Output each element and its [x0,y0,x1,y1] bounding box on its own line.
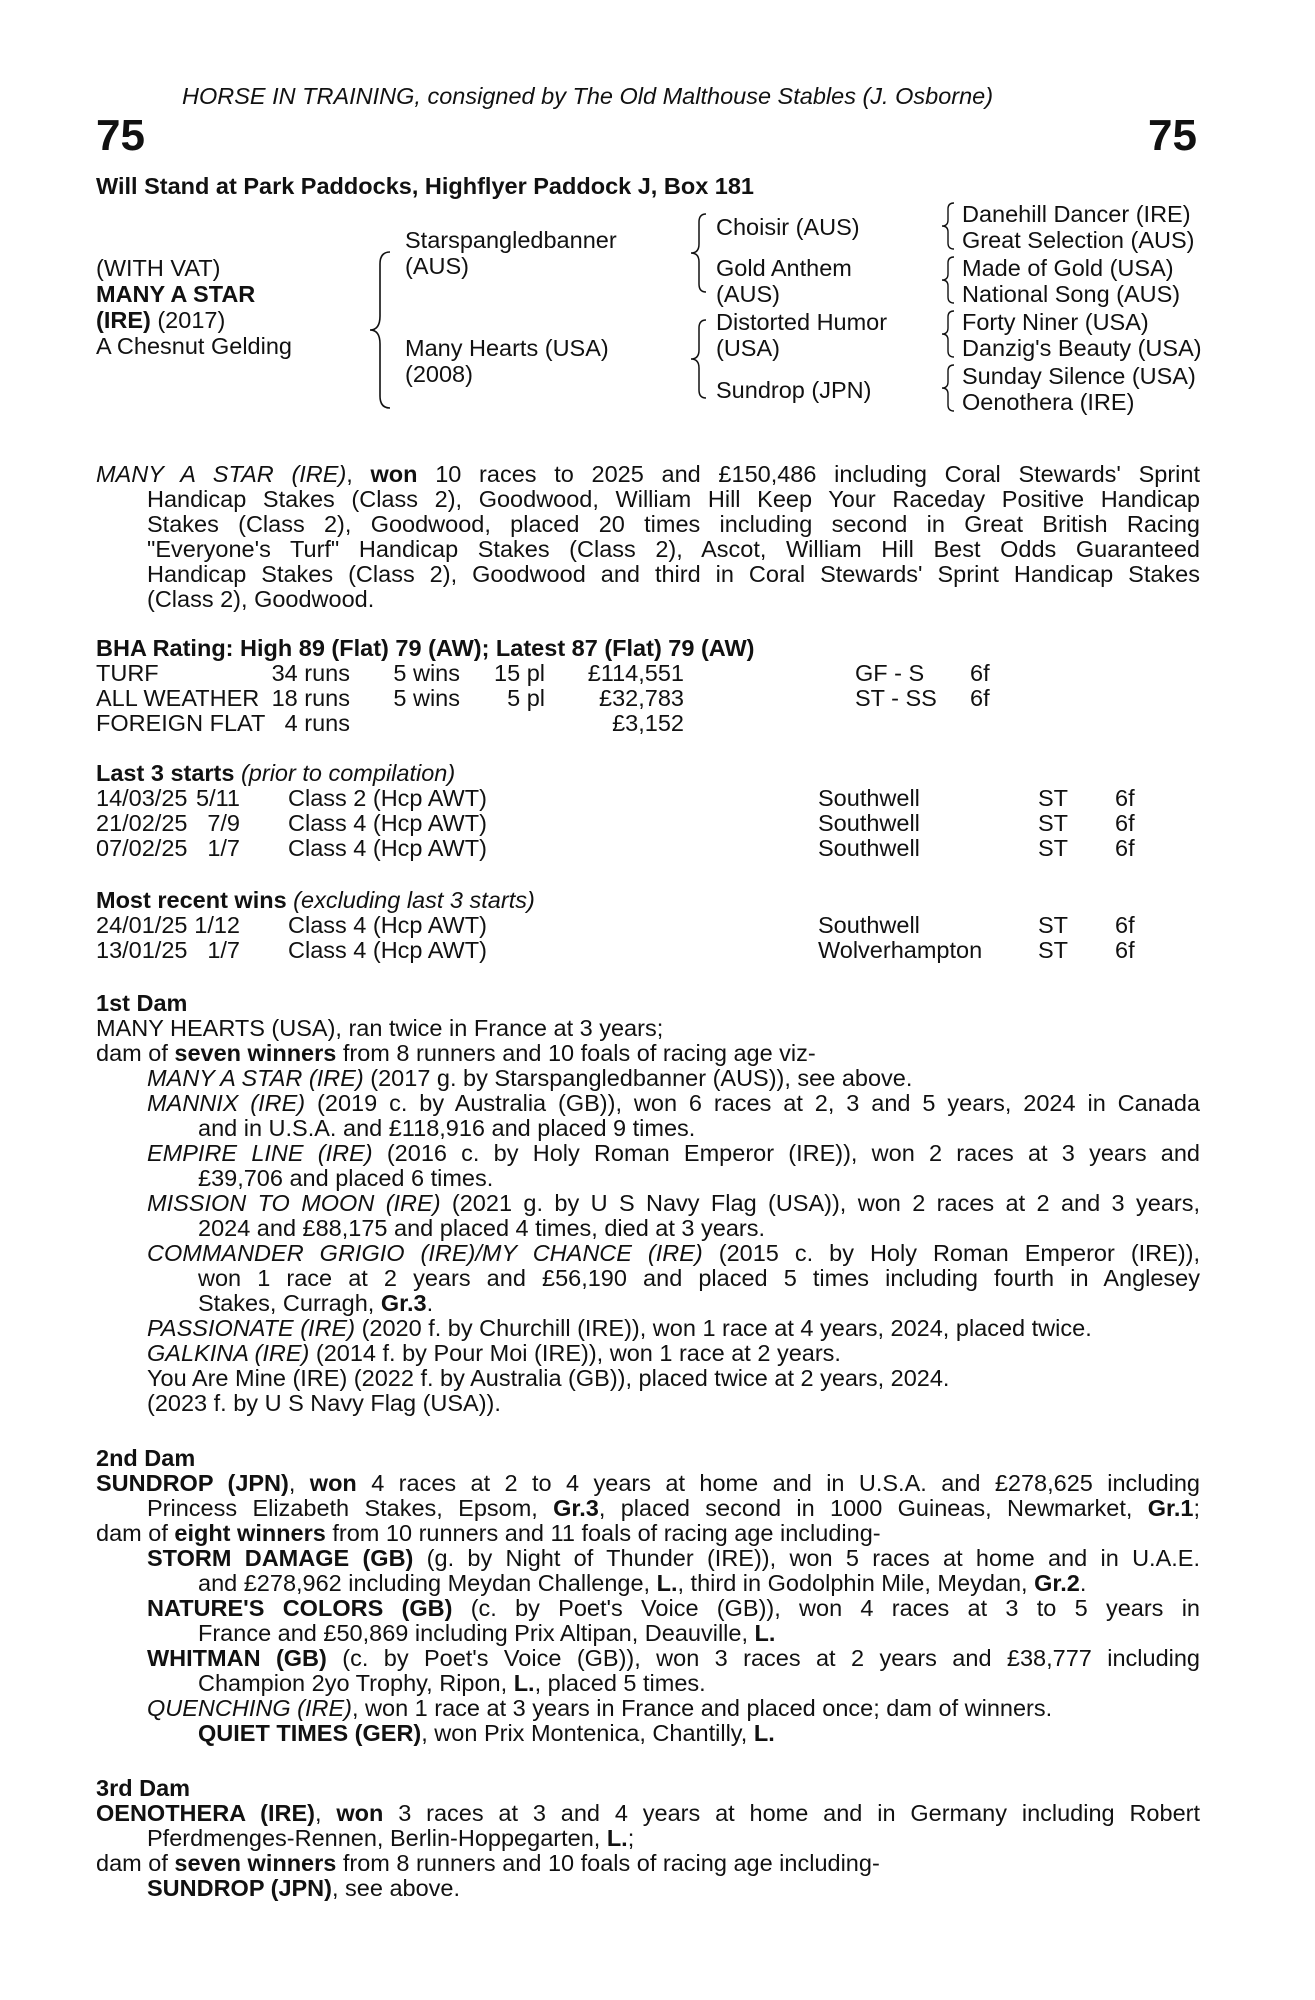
dam3-line-3 [96,1851,880,1877]
rating-surface: ALL WEATHER [96,685,260,711]
race-class: Class 4 (Hcp AWT) [288,835,487,861]
entry-name: SUNDROP (JPN) [147,1875,332,1901]
lot-number-left: 75 [96,111,145,160]
entry-name: COMMANDER GRIGIO (IRE)/MY CHANCE (IRE) [147,1240,703,1266]
dam2-entry-sub [198,1721,775,1747]
race-course: Wolverhampton [818,937,983,963]
summary-horse: MANY A STAR (IRE) [96,461,347,487]
entry-text: (2014 f. by Pour Moi (IRE)), won 1 race at 2 years. [309,1340,841,1366]
dam2-entry [147,1696,1052,1722]
entry-end: . [1079,1570,1087,1596]
rating-going: GF - S [855,660,925,686]
entry-listed: L. [656,1570,678,1596]
race-position: 1/7 [207,835,240,861]
pedigree-brace-main [366,250,396,410]
dam1-heading: 1st Dam [96,990,188,1016]
dam3-line-2 [147,1826,634,1852]
dam2-entry [147,1596,1200,1622]
sire-name: Starspangledbanner [405,227,617,253]
entry-text: (2017 g. by Starspangledbanner (AUS)), see above. [363,1065,913,1091]
summary-line-1: MANY A STAR (IRE), won 10 races to 2025 and £150,486 including Coral Stewards' Sprint [96,461,1201,487]
entry-text: , won 1 race at 3 years in France and placed once; dam of winners. [351,1695,1053,1721]
entry-name: EMPIRE LINE (IRE) [147,1140,373,1166]
dam2-line-2 [147,1496,1200,1522]
pedigree-brace-g3-1 [940,201,958,251]
dam2-heading: 2nd Dam [96,1445,196,1471]
dam3-heading: 3rd Dam [96,1775,191,1801]
dam2-text: dam of [96,1520,175,1546]
dam1-entry: You Are Mine (IRE) (2022 f. by Australia (GB)), placed twice at 2 years, 2024. [147,1365,950,1391]
race-distance: 6f [1115,835,1135,861]
entry-grade: Gr.3 [380,1290,427,1316]
rating-wins: 5 wins [393,685,460,711]
entry-listed: L. [513,1670,535,1696]
summary-won: won [370,461,418,487]
entry-text: Stakes, Curragh, [198,1290,381,1316]
rating-going: ST - SS [855,685,937,711]
horse-name-line [96,282,255,308]
dam2-grade: Gr.1 [1147,1495,1194,1521]
dam3-name: OENOTHERA (IRE) [96,1800,315,1826]
dam2-text: , placed second in 1000 Guineas, Newmarket, [598,1495,1148,1521]
dam-year: (2008) [405,361,473,387]
dam1-entry [147,1066,912,1092]
g3-4: National Song (AUS) [962,281,1181,307]
dam2-text: ; [1193,1495,1200,1521]
dam1-line-2c: from 8 runners and 10 foals of racing age viz- [336,1040,816,1066]
dam2-entry [147,1546,1200,1572]
race-class: Class 4 (Hcp AWT) [288,937,487,963]
dam1-entry [147,1241,1200,1267]
dam2-entry-cont [198,1621,775,1647]
race-going: ST [1038,785,1069,811]
race-course: Southwell [818,835,920,861]
dam3-text: ; [627,1825,635,1851]
dam1-entry-cont: won 1 race at 2 years and £56,190 and placed 5 times including fourth in Anglesey [198,1265,1200,1291]
dam-dam: Sundrop (JPN) [716,377,872,403]
dam1-entry [147,1341,841,1367]
rating-runs: 4 runs [284,710,350,736]
summary-line-6: (Class 2), Goodwood. [147,586,375,612]
summary-text-1: 10 races to 2025 and £150,486 including Coral Stewards' Sprint [417,461,1201,487]
summary-line-2: Handicap Stakes (Class 2), Goodwood, William Hill Keep Your Raceday Positive Handicap [147,486,1200,512]
horse-year: (2017) [150,307,226,333]
g3-2: Great Selection (AUS) [962,227,1195,253]
entry-grade: Gr.2 [1034,1570,1080,1596]
dam2-line-3 [96,1521,881,1547]
g3-6: Danzig's Beauty (USA) [962,335,1202,361]
race-position: 1/12 [194,912,240,938]
dam1-entry: (2023 f. by U S Navy Flag (USA)). [147,1390,501,1416]
rating-wins: 5 wins [393,660,460,686]
rating-placed: 5 pl [507,685,545,711]
dam2-entry-cont [198,1571,1086,1597]
race-date: 14/03/25 [96,785,188,811]
race-date: 21/02/25 [96,810,188,836]
last3-note: (prior to compilation) [234,760,456,786]
race-position: 7/9 [207,810,240,836]
wins-note: (excluding last 3 starts) [286,887,535,913]
horse-description: A Chesnut Gelding [96,333,292,359]
entry-text: (2021 g. by U S Navy Flag (USA)), won 2 races at 2 and 3 years, [440,1190,1200,1216]
entry-text: (2016 c. by Holy Roman Emperor (IRE)), won 2 races at 3 years and [372,1140,1200,1166]
entry-text: France and £50,869 including Prix Altipan, Deauville, [198,1620,755,1646]
summary-line-4: "Everyone's Turf" Handicap Stakes (Class 2), Ascot, William Hill Best Odds Guaranteed [147,536,1200,562]
pedigree-brace-sire [688,212,710,294]
horse-origin-line [96,308,225,334]
dam1-entry [147,1191,1200,1217]
dam1-entry-cont: £39,706 and placed 6 times. [198,1165,494,1191]
rating-distance: 6f [970,685,990,711]
entry-listed: L. [753,1720,775,1746]
stand-location: Will Stand at Park Paddocks, Highflyer Paddock J, Box 181 [96,173,754,199]
horse-name: MANY A STAR [96,281,256,307]
entry-name: NATURE'S COLORS (GB) [147,1595,453,1621]
dam1-entry [147,1141,1200,1167]
wins-heading: Most recent wins [96,887,287,913]
entry-text: (2020 f. by Churchill (IRE)), won 1 race at 4 years, 2024, placed twice. [355,1315,1092,1341]
entry-text: (g. by Night of Thunder (IRE)), won 5 races at home and in U.A.E. [413,1545,1200,1571]
race-distance: 6f [1115,937,1135,963]
entry-text: (2015 c. by Holy Roman Emperor (IRE)), [702,1240,1201,1266]
dam1-entry [147,1091,1200,1117]
dam2-winners: eight winners [174,1520,326,1546]
dam1-winners: seven winners [174,1040,337,1066]
entry-name: MANNIX (IRE) [147,1090,306,1116]
entry-name: PASSIONATE (IRE) [147,1315,356,1341]
entry-text: , placed 5 times. [534,1670,706,1696]
entry-text: , see above. [331,1875,461,1901]
entry-text: (2019 c. by Australia (GB)), won 6 races at 2, 3 and 5 years, 2024 in Canada [305,1090,1200,1116]
entry-end: . [426,1290,434,1316]
entry-name: QUIET TIMES (GER) [198,1720,422,1746]
lot-number-right: 75 [1148,111,1197,160]
sire-dam-name: Gold Anthem [716,255,852,281]
pedigree-brace-g3-4 [940,363,958,413]
entry-text: (c. by Poet's Voice (GB)), won 4 races at 3 to 5 years in [452,1595,1201,1621]
entry-text: Champion 2yo Trophy, Ripon, [198,1670,514,1696]
dam3-entry [147,1876,460,1902]
dam3-line-1: OENOTHERA (IRE), won 3 races at 3 and 4 years at home and in Germany including Robert [96,1800,1200,1826]
race-date: 24/01/25 [96,912,188,938]
vat-note: (WITH VAT) [96,255,221,281]
race-date: 07/02/25 [96,835,188,861]
g3-8: Oenothera (IRE) [962,389,1135,415]
race-course: Southwell [818,785,920,811]
g3-7: Sunday Silence (USA) [962,363,1196,389]
g3-3: Made of Gold (USA) [962,255,1174,281]
dam2-text: Princess Elizabeth Stakes, Epsom, [147,1495,554,1521]
rating-prize: £32,783 [599,685,684,711]
race-distance: 6f [1115,785,1135,811]
dam-sire-origin: (USA) [716,335,780,361]
dam3-winners: seven winners [174,1850,337,1876]
entry-name: STORM DAMAGE (GB) [147,1545,414,1571]
dam-sire-name: Distorted Humor [716,309,888,335]
pedigree-brace-g3-2 [940,255,958,305]
sire-origin: (AUS) [405,253,469,279]
race-position: 5/11 [196,785,240,811]
rating-prize: £114,551 [587,660,684,686]
dam-name: Many Hearts (USA) [405,335,609,361]
entry-name: MISSION TO MOON (IRE) [147,1190,441,1216]
dam1-line-1: MANY HEARTS (USA), ran twice in France at 3 years; [96,1015,664,1041]
race-going: ST [1038,835,1069,861]
dam2-name: SUNDROP (JPN) [96,1470,289,1496]
horse-origin: (IRE) [96,307,151,333]
race-class: Class 4 (Hcp AWT) [288,810,487,836]
dam1-entry-cont: and in U.S.A. and £118,916 and placed 9 times. [198,1115,696,1141]
dam2-text: 4 races at 2 to 4 years at home and in U.S.A. and £278,625 including [356,1470,1200,1496]
entry-name: WHITMAN (GB) [147,1645,327,1671]
pedigree-brace-g3-3 [940,309,958,359]
dam1-entry [147,1316,1092,1342]
dam2-entry-cont [198,1671,706,1697]
rating-runs: 34 runs [271,660,350,686]
race-distance: 6f [1115,810,1135,836]
dam3-text: dam of [96,1850,175,1876]
dam2-won: won [309,1470,357,1496]
dam2-line-1: SUNDROP (JPN), won 4 races at 2 to 4 years at home and in U.S.A. and £278,625 including [96,1470,1200,1496]
rating-placed: 15 pl [494,660,545,686]
dam3-text: 3 races at 3 and 4 years at home and in Germany including Robert [383,1800,1200,1826]
sire-sire: Choisir (AUS) [716,214,860,240]
g3-5: Forty Niner (USA) [962,309,1149,335]
consignment-line: HORSE IN TRAINING, consigned by The Old Malthouse Stables (J. Osborne) [182,83,994,109]
dam1-line-2 [96,1041,816,1067]
rating-surface: FOREIGN FLAT [96,710,266,736]
rating-prize: £3,152 [612,710,684,736]
race-class: Class 2 (Hcp AWT) [288,785,487,811]
dam2-text: from 10 runners and 11 foals of racing age including- [325,1520,881,1546]
dam1-entry-cont: 2024 and £88,175 and placed 4 times, died at 3 years. [198,1215,766,1241]
entry-listed: L. [754,1620,776,1646]
sire-dam-origin: (AUS) [716,281,780,307]
pedigree-brace-dam [688,318,710,400]
race-position: 1/7 [207,937,240,963]
rating-surface: TURF [96,660,159,686]
rating-distance: 6f [970,660,990,686]
race-class: Class 4 (Hcp AWT) [288,912,487,938]
last3-heading: Last 3 starts [96,760,235,786]
dam3-listed: L. [606,1825,628,1851]
entry-text: , third in Godolphin Mile, Meydan, [677,1570,1035,1596]
dam3-text: Pferdmenges-Rennen, Berlin-Hoppegarten, [147,1825,607,1851]
entry-text: and £278,962 including Meydan Challenge, [198,1570,657,1596]
entry-name: GALKINA (IRE) [147,1340,310,1366]
dam1-entry-cont [198,1291,433,1317]
race-going: ST [1038,912,1069,938]
entry-text: , won Prix Montenica, Chantilly, [421,1720,754,1746]
race-course: Southwell [818,810,920,836]
race-going: ST [1038,937,1069,963]
dam3-won: won [336,1800,384,1826]
g3-1: Danehill Dancer (IRE) [962,201,1191,227]
race-distance: 6f [1115,912,1135,938]
dam3-text: from 8 runners and 10 foals of racing age including- [336,1850,880,1876]
entry-name: MANY A STAR (IRE) [147,1065,364,1091]
entry-name: QUENCHING (IRE) [147,1695,352,1721]
rating-runs: 18 runs [271,685,350,711]
wins-heading-line [96,888,535,914]
dam1-line-2a: dam of [96,1040,175,1066]
race-course: Southwell [818,912,920,938]
race-going: ST [1038,810,1069,836]
dam2-grade: Gr.3 [553,1495,599,1521]
summary-line-3: Stakes (Class 2), Goodwood, placed 20 times including second in Great British Racing [147,511,1200,537]
rating-heading: BHA Rating: High 89 (Flat) 79 (AW); Latest 87 (Flat) 79 (AW) [96,635,755,661]
summary-line-5: Handicap Stakes (Class 2), Goodwood and third in Coral Stewards' Sprint Handicap Stakes [147,561,1200,587]
last3-heading-line [96,761,455,787]
entry-text: (c. by Poet's Voice (GB)), won 3 races at 2 years and £38,777 including [326,1645,1200,1671]
dam2-entry [147,1646,1200,1672]
race-date: 13/01/25 [96,937,188,963]
